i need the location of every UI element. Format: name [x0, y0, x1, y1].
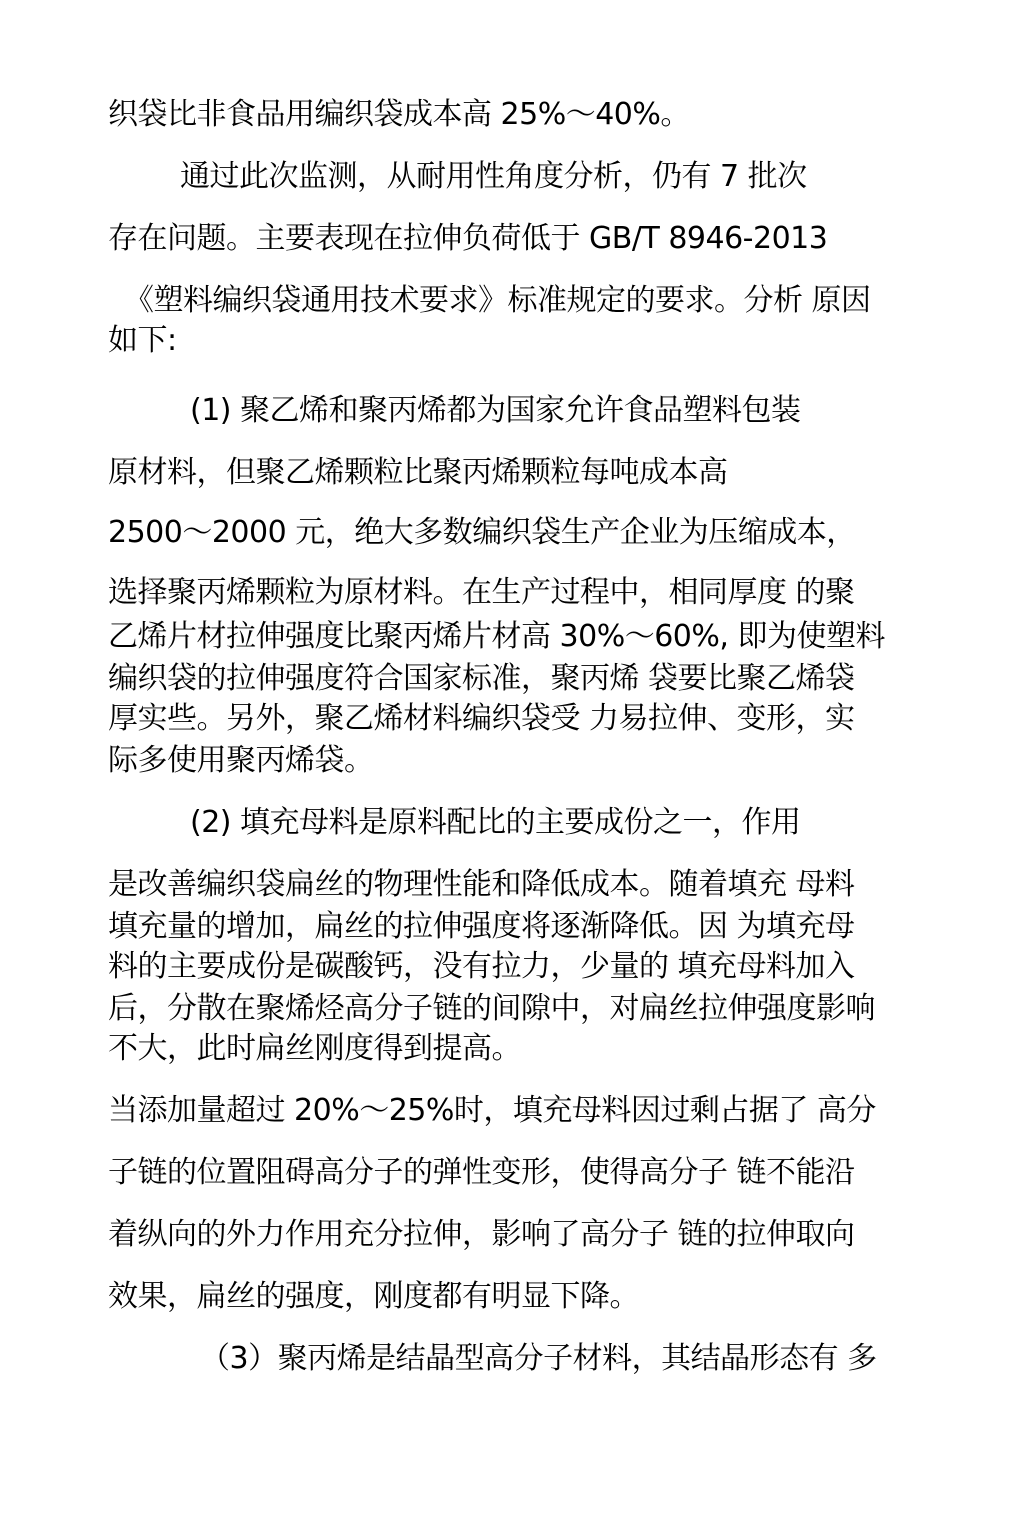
text-line: 通过此次监测，从耐用性角度分析，仍有 7 批次 — [180, 159, 807, 194]
text-line: 是改善编织袋扁丝的物理性能和降低成本。随着填充 母料 — [108, 867, 855, 902]
text-line: （3）聚丙烯是结晶型高分子材料，其结晶形态有 多 — [200, 1341, 877, 1376]
text-line: (2) 填充母料是原料配比的主要成份之一，作用 — [190, 805, 801, 840]
text-line: 选择聚丙烯颗粒为原材料。在生产过程中，相同厚度 的聚 — [108, 575, 855, 610]
text-line: 如下: — [108, 323, 177, 358]
text-line: 《塑料编织袋通用技术要求》标准规定的要求。分析 原因 — [124, 283, 871, 318]
text-line: 编织袋的拉伸强度符合国家标准，聚丙烯 袋要比聚乙烯袋 — [108, 661, 855, 696]
text-line: 厚实些。另外，聚乙烯材料编织袋受 力易拉伸、变形，实 — [108, 701, 855, 736]
text-line: 织袋比非食品用编织袋成本高 25%～40%。 — [108, 97, 690, 132]
text-line: 填充量的增加，扁丝的拉伸强度将逐渐降低。因 为填充母 — [108, 909, 855, 944]
text-line: 际多使用聚丙烯袋。 — [108, 743, 374, 778]
text-line: 当添加量超过 20%～25%时，填充母料因过剩占据了 高分 — [108, 1093, 876, 1128]
text-line: 不大，此时扁丝刚度得到提高。 — [108, 1031, 521, 1066]
text-line: 料的主要成份是碳酸钙，没有拉力，少量的 填充母料加入 — [108, 949, 855, 984]
text-line: 子链的位置阻碍高分子的弹性变形，使得高分子 链不能沿 — [108, 1155, 855, 1190]
text-line: 2500～2000 元，绝大多数编织袋生产企业为压缩成本， — [108, 515, 856, 550]
text-line: 效果，扁丝的强度，刚度都有明显下降。 — [108, 1279, 639, 1314]
text-line: (1) 聚乙烯和聚丙烯都为国家允许食品塑料包装 — [190, 393, 801, 428]
text-line: 存在问题。主要表现在拉伸负荷低于 GB/T 8946-2013 — [108, 221, 828, 256]
text-line: 后，分散在聚烯烃高分子链的间隙中，对扁丝拉伸强度影响 — [108, 991, 875, 1026]
text-line: 着纵向的外力作用充分拉伸，影响了高分子 链的拉伸取向 — [108, 1217, 855, 1252]
text-line: 原材料，但聚乙烯颗粒比聚丙烯颗粒每吨成本高 — [108, 455, 728, 490]
text-line: 乙烯片材拉伸强度比聚丙烯片材高 30%～60%, 即为使塑料 — [108, 619, 885, 654]
